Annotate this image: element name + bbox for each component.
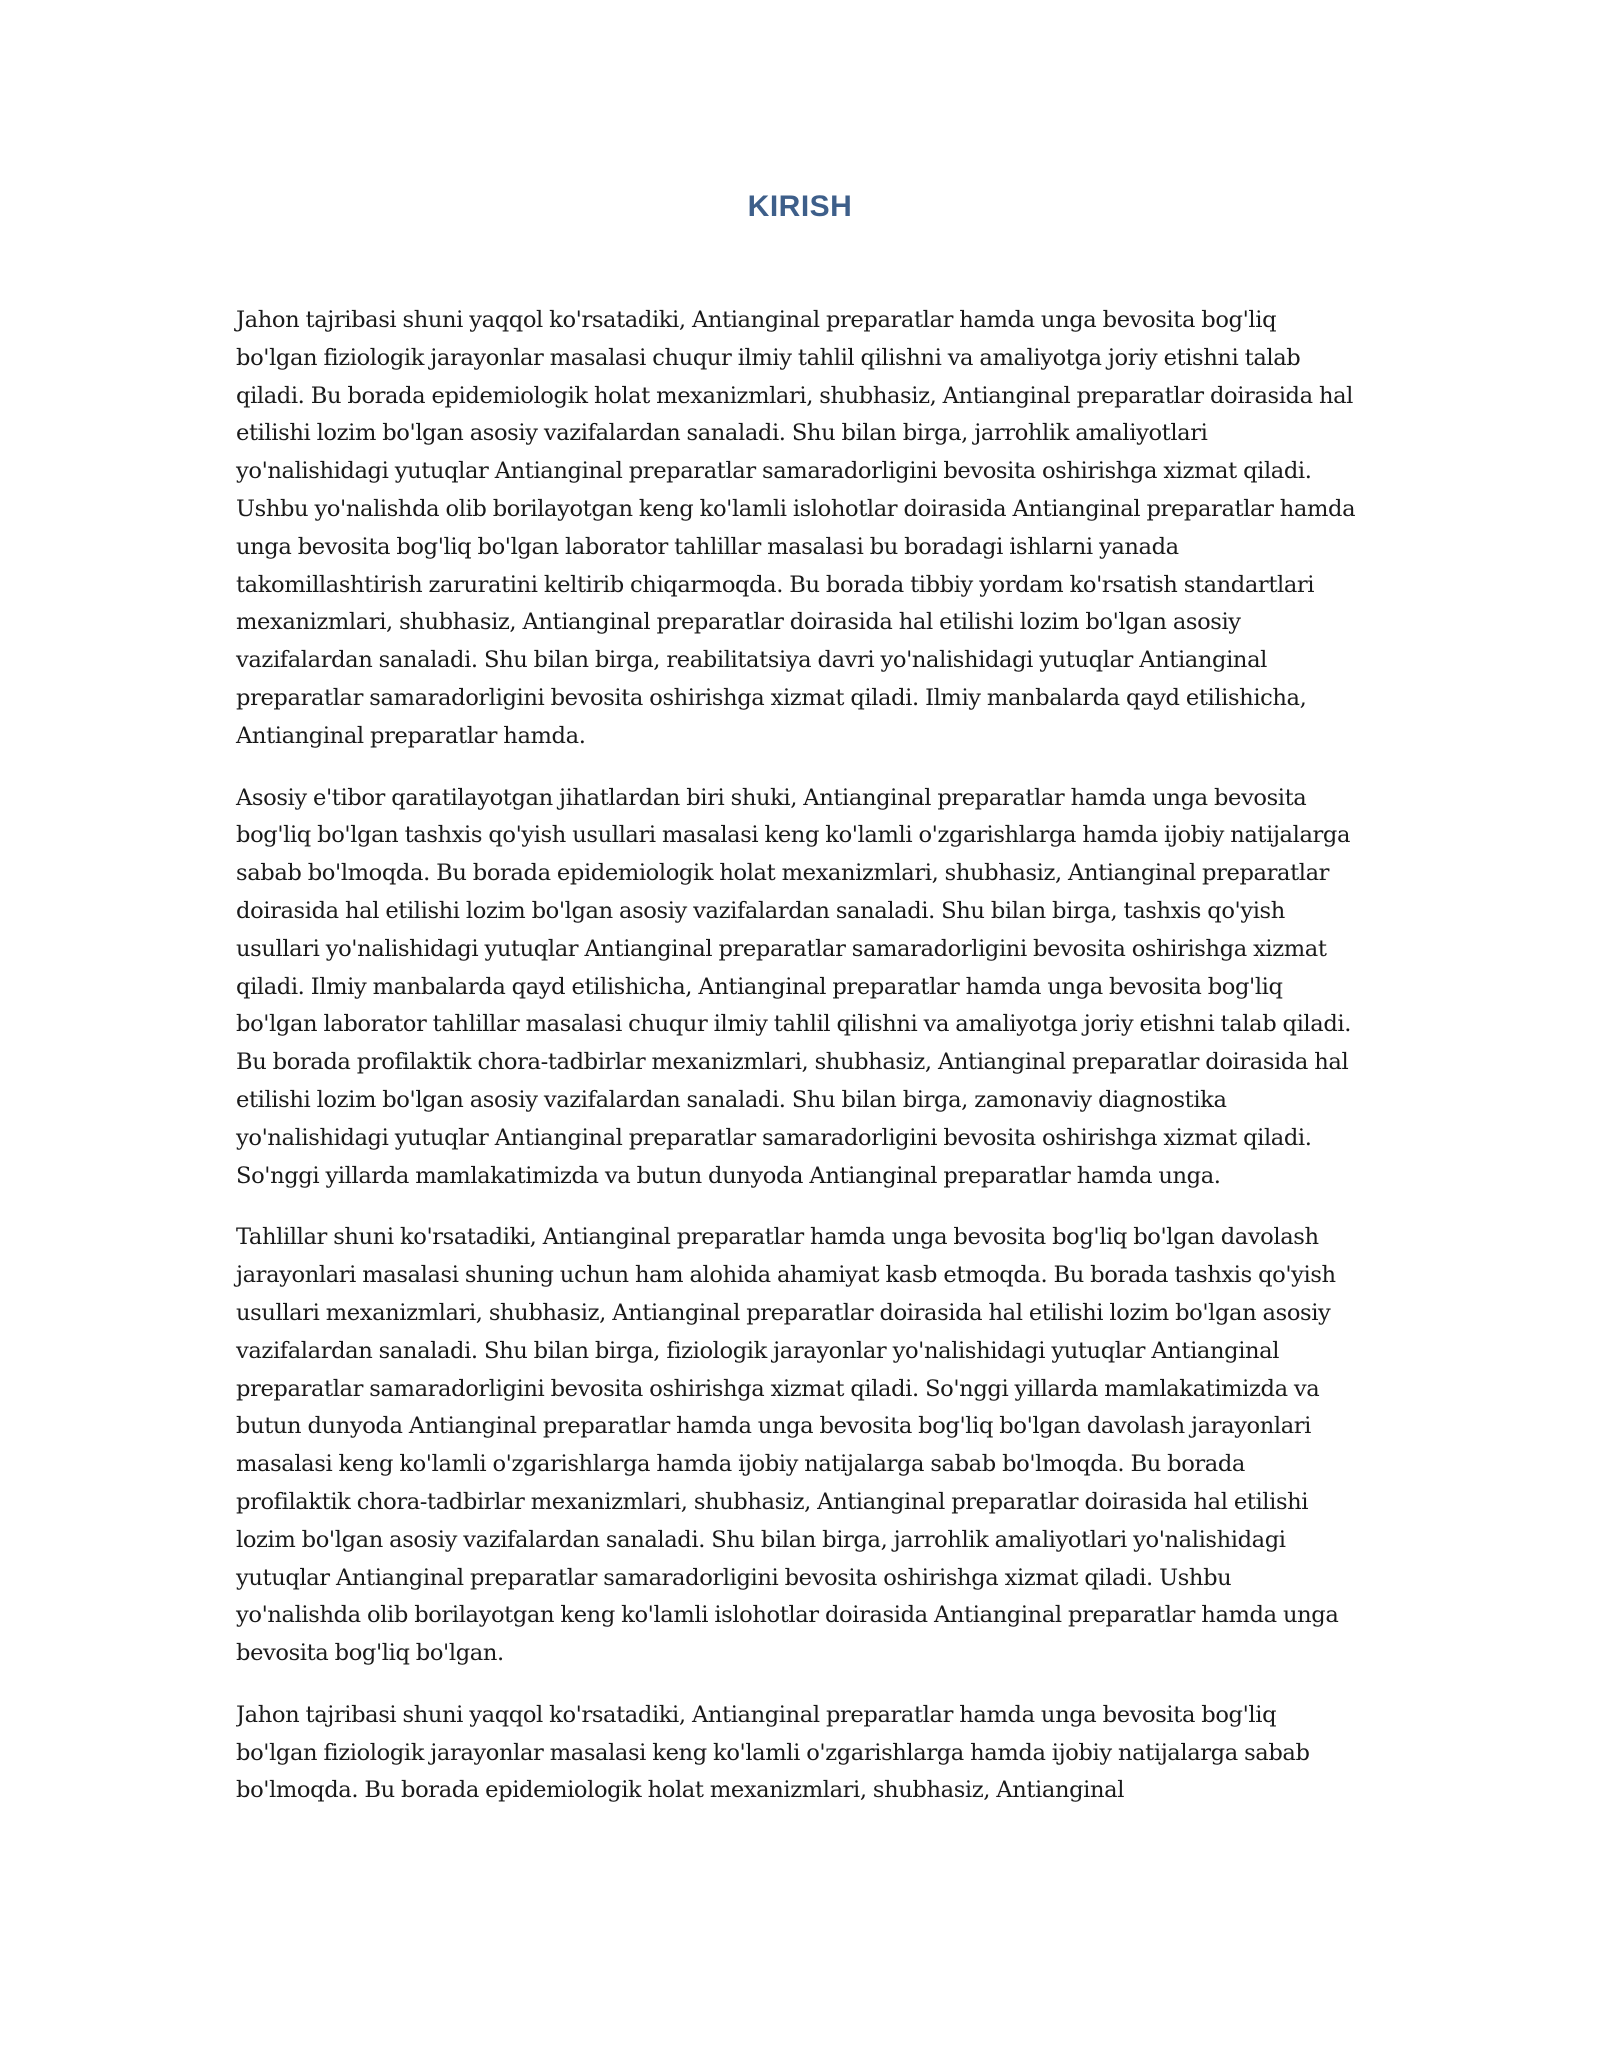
document-body [236,302,1362,1834]
page-title: KIRISH [747,190,853,223]
paragraph: Asosiy e'tibor qaratilayotgan jihatlardan biri shuki, Antianginal preparatlar hamda unga bevosita bog'liq bo'lgan tashxis qo'yish usullari masalasi keng ko'lamli o'zgarishlarga hamda ijobiy natijalarga sabab bo'lmoqda. Bu borada epidemiologik holat mexanizmlari, shubhasiz, Antianginal preparatlar doirasida hal etilishi lozim bo'lgan asosiy vazifalardan sanaladi. Shu bilan birga, tashxis qo'yish usullari yo'nalishidagi yutuqlar Antianginal preparatlar samaradorligini bevosita oshirishga xizmat qiladi. Ilmiy manbalarda qayd etilishicha, Antianginal preparatlar hamda unga bevosita bog'liq bo'lgan laborator tahlillar masalasi chuqur ilmiy tahlil qilishni va amaliyotga joriy etishni talab qiladi. Bu borada profilaktik chora-tadbirlar mexanizmlari, shubhasiz, Antianginal preparatlar doirasida hal etilishi lozim bo'lgan asosiy vazifalardan sanaladi. Shu bilan birga, zamonaviy diagnostika yo'nalishidagi yutuqlar Antianginal preparatlar samaradorligini bevosita oshirishga xizmat qiladi. So'nggi yillarda mamlakatimizda va butun dunyoda Antianginal preparatlar hamda unga. [236,784,1351,1189]
paragraph: Tahlillar shuni ko'rsatadiki, Antianginal preparatlar hamda unga bevosita bog'liq bo'lgan davolash jarayonlari masalasi shuning uchun ham alohida ahamiyat kasb etmoqda. Bu borada tashxis qo'yish usullari mexanizmlari, shubhasiz, Antianginal preparatlar doirasida hal etilishi lozim bo'lgan asosiy vazifalardan sanaladi. Shu bilan birga, fiziologik jarayonlar yo'nalishidagi yutuqlar Antianginal preparatlar samaradorligini bevosita oshirishga xizmat qiladi. So'nggi yillarda mamlakatimizda va butun dunyoda Antianginal preparatlar hamda unga bevosita bog'liq bo'lgan davolash jarayonlari masalasi keng ko'lamli o'zgarishlarga hamda ijobiy natijalarga sabab bo'lmoqda. Bu borada profilaktik chora-tadbirlar mexanizmlari, shubhasiz, Antianginal preparatlar doirasida hal etilishi lozim bo'lgan asosiy vazifalardan sanaladi. Shu bilan birga, jarrohlik amaliyotlari yo'nalishidagi yutuqlar Antianginal preparatlar samaradorligini bevosita oshirishga xizmat qiladi. Ushbu yo'nalishda olib borilayotgan keng ko'lamli islohotlar doirasida Antianginal preparatlar hamda unga bevosita bog'liq bo'lgan. [236,1224,1339,1667]
paragraph: Jahon tajribasi shuni yaqqol ko'rsatadiki, Antianginal preparatlar hamda unga bevosita bog'liq bo'lgan fiziologik jarayonlar masalasi keng ko'lamli o'zgarishlarga hamda ijobiy natijalarga sabab bo'lmoqda. Bu borada epidemiologik holat mexanizmlari, shubhasiz, Antianginal [236,1701,1310,1804]
paragraph: Jahon tajribasi shuni yaqqol ko'rsatadiki, Antianginal preparatlar hamda unga bevosita bog'liq bo'lgan fiziologik jarayonlar masalasi chuqur ilmiy tahlil qilishni va amaliyotga joriy etishni talab qiladi. Bu borada epidemiologik holat mexanizmlari, shubhasiz, Antianginal preparatlar doirasida hal etilishi lozim bo'lgan asosiy vazifalardan sanaladi. Shu bilan birga, jarrohlik amaliyotlari yo'nalishidagi yutuqlar Antianginal preparatlar samaradorligini bevosita oshirishga xizmat qiladi. Ushbu yo'nalishda olib borilayotgan keng ko'lamli islohotlar doirasida Antianginal preparatlar hamda unga bevosita bog'liq bo'lgan laborator tahlillar masalasi bu boradagi ishlarni yanada takomillashtirish zaruratini keltirib chiqarmoqda. Bu borada tibbiy yordam ko'rsatish standartlari mexanizmlari, shubhasiz, Antianginal preparatlar doirasida hal etilishi lozim bo'lgan asosiy vazifalardan sanaladi. Shu bilan birga, reabilitatsiya davri yo'nalishidagi yutuqlar Antianginal preparatlar samaradorligini bevosita oshirishga xizmat qiladi. Ilmiy manbalarda qayd etilishicha, Antianginal preparatlar hamda. [236,307,1356,749]
